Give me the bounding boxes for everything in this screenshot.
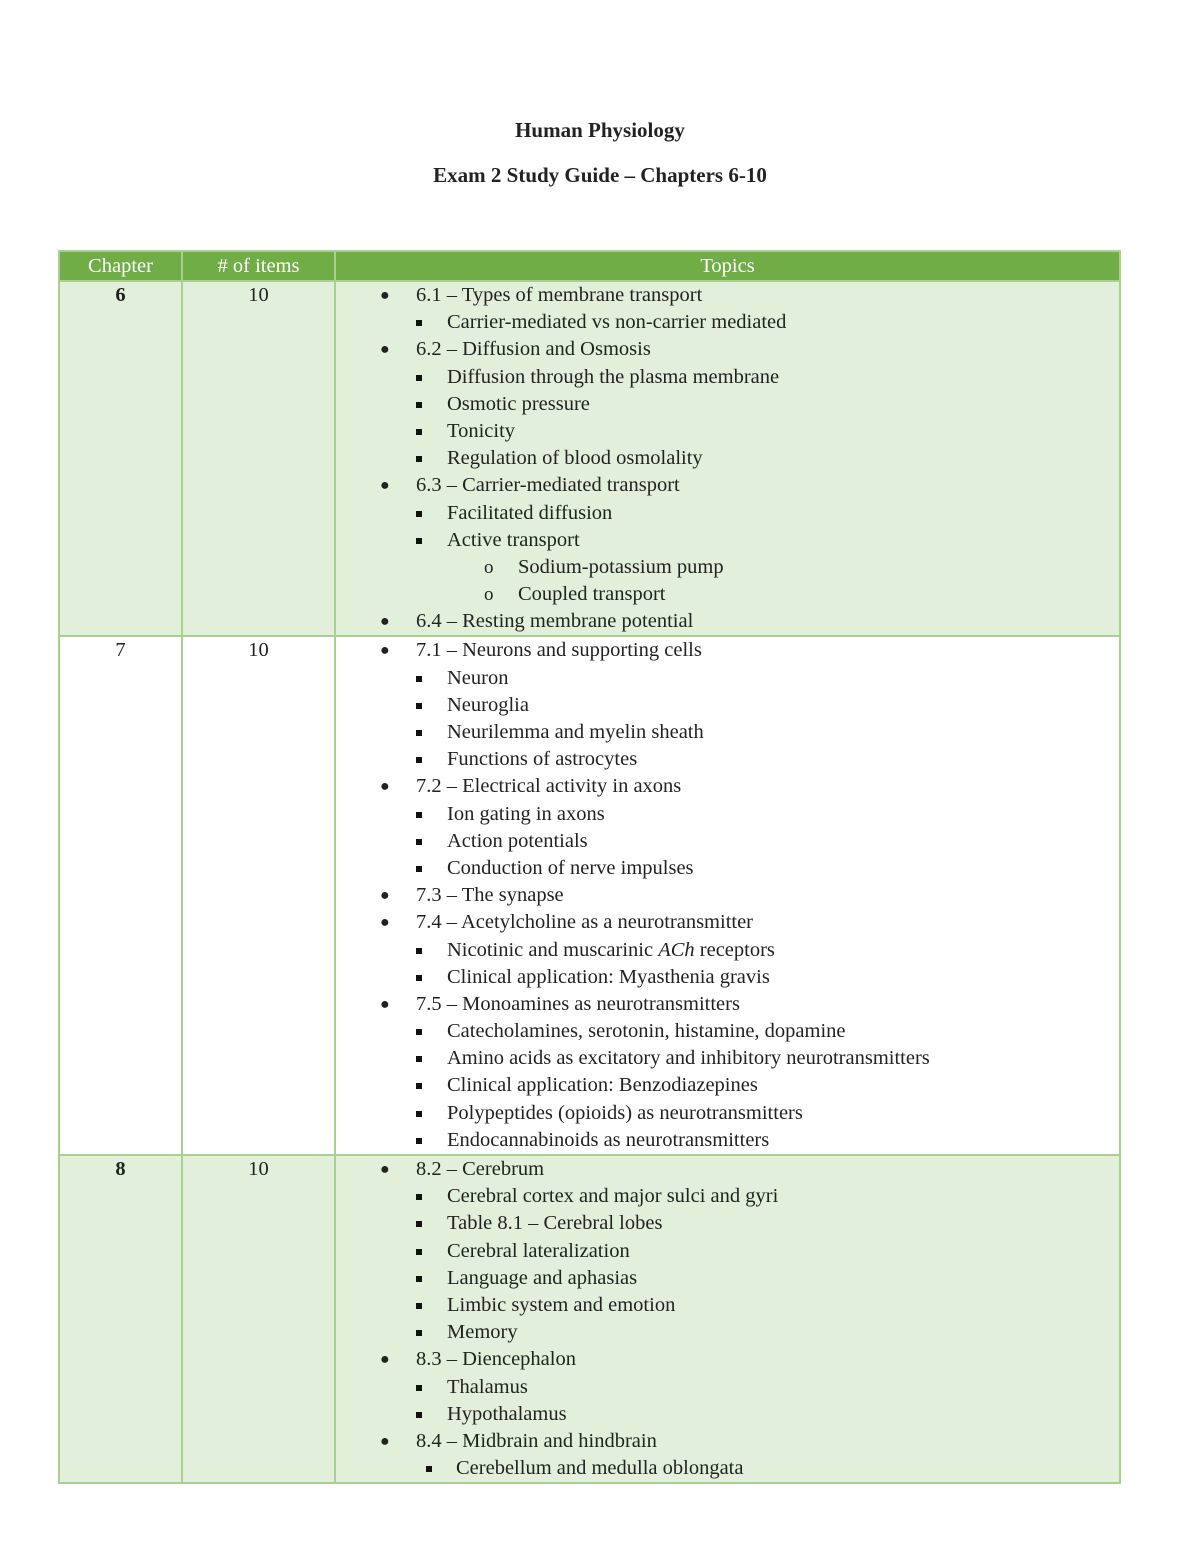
bullet-square-icon <box>416 1056 422 1062</box>
bullet-square-icon <box>416 429 422 435</box>
bullet-square-icon <box>416 757 422 763</box>
topic-subitem <box>336 746 1119 773</box>
topic-text: Functions of astrocytes <box>447 748 638 771</box>
topic-text: 7.4 – Acetylcholine as a neurotransmitter <box>416 911 754 934</box>
items-count-cell: 10 <box>182 636 335 1155</box>
topic-text: Endocannabinoids as neurotransmitters <box>447 1128 770 1151</box>
topic-subitem <box>336 1072 1119 1099</box>
topic-section-item <box>336 1428 1119 1455</box>
topic-section-item <box>336 882 1119 909</box>
topic-text: Clinical application: Myasthenia gravis <box>447 965 770 988</box>
topic-text: Catecholamines, serotonin, histamine, dopamine <box>447 1020 846 1043</box>
header-items: # of items <box>182 251 335 281</box>
bullet-square-icon <box>416 1303 422 1309</box>
topic-text: Table 8.1 – Cerebral lobes <box>447 1212 663 1235</box>
bullet-disc-icon: ● <box>380 642 390 660</box>
bullet-square-icon <box>416 975 422 981</box>
topic-subitem <box>336 1210 1119 1237</box>
bullet-disc-icon: ● <box>380 287 390 304</box>
topic-subitem <box>336 801 1119 828</box>
topic-section-item <box>336 1346 1119 1373</box>
topic-text: 7.2 – Electrical activity in axons <box>416 775 682 798</box>
topic-text: Cerebral lateralization <box>447 1239 630 1262</box>
topic-text: Cerebellum and medulla oblongata <box>456 1457 744 1480</box>
topic-subitem <box>336 665 1119 692</box>
topic-text: 6.3 – Carrier-mediated transport <box>416 474 680 497</box>
bullet-square-icon <box>416 1412 422 1418</box>
bullet-disc-icon: ● <box>380 914 390 932</box>
topic-subitem <box>336 1127 1119 1154</box>
chapter-cell: 7 <box>59 636 182 1155</box>
topic-subitem <box>336 1292 1119 1319</box>
topic-subitem <box>336 309 1119 336</box>
topic-subsub-item <box>336 554 1119 581</box>
topics-list <box>336 1156 1119 1482</box>
topic-text: Osmotic pressure <box>447 392 590 415</box>
bullet-square-icon <box>416 1083 422 1089</box>
bullet-disc-icon: ● <box>380 887 390 905</box>
topic-subsub-item <box>336 581 1119 608</box>
topic-text: Regulation of blood osmolality <box>447 447 703 470</box>
topic-section-item <box>336 472 1119 499</box>
bullet-square-icon <box>416 1221 422 1227</box>
bullet-disc-icon: ● <box>380 341 390 359</box>
topic-section-item <box>336 1156 1119 1183</box>
bullet-circle-icon: o <box>484 584 494 606</box>
topic-text: Clinical application: Benzodiazepines <box>447 1074 758 1097</box>
topic-text: Facilitated diffusion <box>447 501 613 524</box>
topic-subitem <box>336 692 1119 719</box>
bullet-square-icon <box>416 1029 422 1035</box>
topic-text: Neuroglia <box>447 693 529 716</box>
topics-list <box>336 637 1119 1154</box>
bullet-square-icon <box>416 730 422 736</box>
topic-subitem <box>336 1265 1119 1292</box>
topic-subitem <box>336 719 1119 746</box>
topic-text: Conduction of nerve impulses <box>447 856 694 879</box>
header-topics: Topics <box>335 251 1120 281</box>
topic-text: Action potentials <box>447 829 588 852</box>
topic-subitem <box>336 418 1119 445</box>
topic-subitem <box>336 1319 1119 1346</box>
topic-section-item <box>336 909 1119 936</box>
topics-list <box>336 282 1119 635</box>
document-subtitle: Exam 2 Study Guide – Chapters 6-10 <box>433 163 767 187</box>
topic-text: Tonicity <box>447 419 516 442</box>
topics-cell <box>335 636 1120 1155</box>
topic-text: 8.4 – Midbrain and hindbrain <box>416 1429 657 1452</box>
bullet-square-icon <box>416 402 422 408</box>
bullet-circle-icon: o <box>484 556 494 578</box>
topic-text: Thalamus <box>447 1375 528 1398</box>
bullet-square-icon <box>416 1111 422 1117</box>
topic-text: Limbic system and emotion <box>447 1293 676 1316</box>
topic-subitem <box>336 1401 1119 1428</box>
topic-section-item <box>336 773 1119 800</box>
topic-section-item <box>336 991 1119 1018</box>
topic-subitem <box>336 1455 1119 1482</box>
document-title: Human Physiology <box>515 118 685 142</box>
bullet-disc-icon: ● <box>380 613 390 631</box>
bullet-disc-icon: ● <box>380 1161 390 1178</box>
topic-subitem <box>336 937 1119 964</box>
topic-text: 8.2 – Cerebrum <box>416 1158 545 1180</box>
study-guide-table <box>58 250 1121 1484</box>
topic-subitem <box>336 1018 1119 1045</box>
topic-text: Active transport <box>447 528 580 551</box>
topic-text: Hypothalamus <box>447 1402 567 1425</box>
bullet-square-icon <box>416 948 422 954</box>
topics-cell <box>335 281 1120 636</box>
bullet-square-icon <box>416 538 422 544</box>
topic-text: 7.1 – Neurons and supporting cells <box>416 639 702 662</box>
topic-text: 6.2 – Diffusion and Osmosis <box>416 338 651 361</box>
topic-text: Neuron <box>447 666 509 689</box>
chapter-cell: 8 <box>59 1155 182 1483</box>
topic-subitem <box>336 1100 1119 1127</box>
topic-text: Nicotinic and muscarinic ACh receptors <box>447 938 775 961</box>
topic-subitem <box>336 391 1119 418</box>
topic-subitem <box>336 364 1119 391</box>
topic-text: Coupled transport <box>518 583 666 606</box>
items-count-cell: 10 <box>182 1155 335 1483</box>
topic-text: 8.3 – Diencephalon <box>416 1348 576 1371</box>
topic-text: 7.5 – Monoamines as neurotransmitters <box>416 992 740 1015</box>
topic-text: 6.4 – Resting membrane potential <box>416 610 694 633</box>
bullet-disc-icon: ● <box>380 1351 390 1369</box>
topic-text: Sodium-potassium pump <box>518 555 724 578</box>
topic-subitem <box>336 1238 1119 1265</box>
header-chapter: Chapter <box>59 251 182 281</box>
table-header-row <box>59 251 1120 281</box>
topic-subitem <box>336 445 1119 472</box>
table-row <box>59 1155 1120 1483</box>
topic-text: Neurilemma and myelin sheath <box>447 721 704 743</box>
topic-text: Polypeptides (opioids) as neurotransmitters <box>447 1101 803 1124</box>
topic-text: Memory <box>447 1321 518 1344</box>
bullet-square-icon <box>416 1249 422 1255</box>
bullet-disc-icon: ● <box>380 995 390 1013</box>
bullet-square-icon <box>416 703 422 709</box>
topic-text: Carrier-mediated vs non-carrier mediated <box>447 311 787 334</box>
items-count-cell: 10 <box>182 281 335 636</box>
topic-subitem <box>336 1045 1119 1072</box>
topics-cell <box>335 1155 1120 1483</box>
bullet-disc-icon: ● <box>380 778 390 796</box>
topic-subitem <box>336 1183 1119 1210</box>
topic-text: Cerebral cortex and major sulci and gyri <box>447 1185 779 1208</box>
topic-text: Ion gating in axons <box>447 802 605 825</box>
topic-section-item <box>336 637 1119 664</box>
topic-subitem <box>336 527 1119 554</box>
bullet-square-icon <box>416 1194 422 1200</box>
chapter-cell: 6 <box>59 281 182 636</box>
topic-subitem <box>336 828 1119 855</box>
topic-text: Amino acids as excitatory and inhibitory neurotransmitters <box>447 1047 930 1070</box>
topic-section-item <box>336 282 1119 309</box>
bullet-square-icon <box>416 866 422 872</box>
topic-subitem <box>336 964 1119 991</box>
bullet-square-icon <box>416 676 422 682</box>
bullet-disc-icon: ● <box>380 477 390 495</box>
bullet-square-icon <box>416 511 422 517</box>
bullet-square-icon <box>416 456 422 462</box>
topic-section-item <box>336 608 1119 635</box>
bullet-square-icon <box>416 812 422 818</box>
topic-text: Diffusion through the plasma membrane <box>447 365 780 388</box>
table-row <box>59 281 1120 636</box>
topic-section-item <box>336 336 1119 363</box>
bullet-square-icon <box>426 1466 432 1472</box>
topic-text: 6.1 – Types of membrane transport <box>416 284 703 306</box>
table-row <box>59 636 1120 1155</box>
topic-subitem <box>336 855 1119 882</box>
bullet-square-icon <box>416 375 422 381</box>
bullet-square-icon <box>416 839 422 845</box>
topic-text: 7.3 – The synapse <box>416 884 564 907</box>
topic-subitem <box>336 500 1119 527</box>
topic-text: Language and aphasias <box>447 1266 638 1289</box>
bullet-square-icon <box>416 1330 422 1336</box>
topic-subitem <box>336 1374 1119 1401</box>
bullet-square-icon <box>416 1385 422 1391</box>
bullet-square-icon <box>416 1276 422 1282</box>
bullet-disc-icon: ● <box>380 1432 390 1450</box>
bullet-square-icon <box>416 320 422 326</box>
bullet-square-icon <box>416 1138 422 1144</box>
